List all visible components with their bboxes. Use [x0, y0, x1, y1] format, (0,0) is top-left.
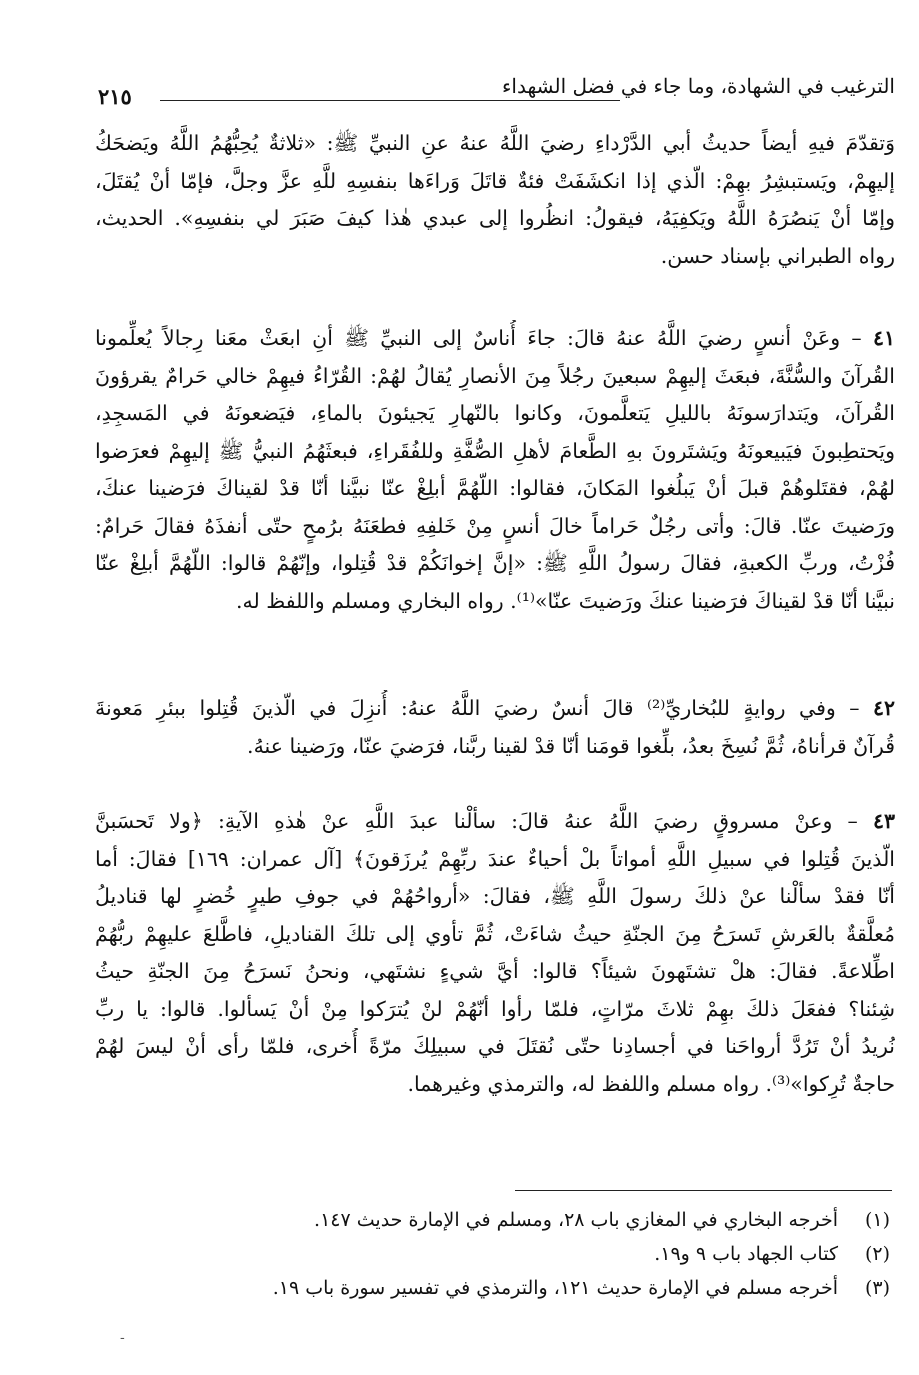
page-number: ٢١٥ [98, 84, 132, 109]
running-title: الترغيب في الشهادة، وما جاء في فضل الشهداء [501, 74, 895, 98]
paragraph-41 [95, 320, 895, 638]
hadith-number: ٤٣ [872, 809, 895, 833]
text-line: لهُمْ، فقتَلوهُمْ قبلَ أنْ يَبلُغوا المَكانَ، فقالوا: اللّهُمَّ أبلِغْ عنّا نبيَّنا أنّا قدْ لقيناكَ فرَضينا عنكَ، [95, 476, 895, 500]
footnote-text: كتاب الجهاد باب ٩ و١٩. [654, 1243, 838, 1265]
text-line-content: – وعَنْ أنسٍ رضيَ اللَّهُ عنهُ قالَ: جاءَ أُناسٌ إلى النبيِّ ﷺ أنِ ابعَثْ معَنا رِجالاً يُعلِّمونا [95, 326, 862, 350]
text-line: أنّا فقدْ سألْنا عنْ ذلكَ رسولَ اللَّهِ ﷺ، فقالَ: «أرواحُهُمْ في جوفِ طيرٍ خُضرٍ لها قناديلُ [95, 884, 895, 908]
hadith-number: ٤٢ [872, 696, 895, 720]
paragraph [95, 320, 895, 620]
text-line: إليهِمْ، ويَستبشِرُ بهِمْ: الّذي إذا انكشَفَتْ فئةٌ قاتَلَ وَراءَها بنفسِهِ للَّهِ عزَّ وجلَّ، فإمّا أنْ يُقتَلَ، [95, 168, 895, 193]
text-line: رواه الطبراني بإسناد حسن. [660, 243, 895, 268]
footnote-mark: (١) [864, 1209, 890, 1231]
paragraph-42 [95, 690, 895, 783]
text-line: وإمّا أنْ يَنصُرَهُ اللَّهُ ويَكفِيَهُ، فيقولُ: انظُروا إلى عبدي هٰذا كيفَ صَبَرَ لي بنفسِهِ». الحديث، [95, 206, 895, 230]
text-line-content: – وفي روايةٍ للبُخاريِّ⁽²⁾ قالَ أنسٌ رضيَ اللَّهُ عنهُ: أُنزِلَ في الّذينَ قُتِلوا ببئرِ مَعونةَ [95, 696, 860, 720]
text-line [95, 320, 895, 358]
paragraph-43 [95, 803, 895, 1121]
page-header [90, 70, 895, 110]
text-line: ورَضيتَ عنّا. قالَ: وأتى رجُلٌ حَراماً خالَ أنسٍ مِنْ خَلفِهِ فطعَنَهُ برُمحٍ حتّى أنفذَهُ فقالَ حَرامٌ: [95, 513, 895, 538]
stray-mark: - [120, 1330, 125, 1346]
text-line: مُعلَّقةٌ بالعَرشِ تَسرَحُ مِنَ الجنّةِ حيثُ شاءَتْ، ثُمَّ تأوي إلى تلكَ القناديلِ، فاطَّلعَ عليهِمْ ربُّهُمْ [95, 921, 895, 946]
hadith-number: ٤١ [872, 326, 895, 350]
paragraph-intro [95, 125, 895, 293]
paragraph [95, 690, 895, 765]
text-line: الّذينَ قُتِلوا في سبيلِ اللَّهِ أمواتاً بلْ أحياءٌ عندَ ربِّهِمْ يُرزَقونَ﴾ [آل عمران: ١٦٩] فقالَ: أما [95, 846, 895, 871]
paragraph [95, 803, 895, 1103]
text-line: حاجةٌ تُرِكوا»⁽³⁾. رواه مسلم واللفظ له، والترمذي وغيرهما. [407, 1071, 895, 1096]
text-line: نبيَّنا أنّا قدْ لقيناكَ فرَضينا عنكَ ورَضيتَ عنّا»⁽¹⁾. رواه البخاري ومسلم واللفظ له. [235, 588, 895, 613]
text-line-content: – وعنْ مسروقٍ رضيَ اللَّهُ عنهُ قالَ: سألْنا عبدَ اللَّهِ عنْ هٰذهِ الآيةِ: ﴿ولا تَحسَبنَّ [95, 809, 858, 833]
text-line: قُرآنٌ قرأناهُ، ثُمَّ نُسِخَ بعدُ، بلِّغوا قومَنا أنّا قدْ لقينا ربَّنا، فرَضيَ عنّا، ورَضينا عنهُ. [247, 733, 895, 758]
text-line: شِئنا؟ ففعَلَ ذلكَ بهِمْ ثلاثَ مرّاتٍ، فلمّا رأوا أنّهُمْ لنْ يُترَكوا مِنْ أنْ يَسألوا. قالوا: يا ربِّ [95, 996, 895, 1021]
paragraph [95, 125, 895, 275]
footnotes [200, 1203, 890, 1305]
header-rule [160, 100, 620, 101]
footnote-mark: (٢) [864, 1243, 890, 1265]
text-line: ويَحتطِبونَ فيَبيعونَهُ ويَشتَرونَ بهِ الطَّعامَ لأهلِ الصُّفَّةِ وللفُقَراءِ، فبعثَهُمُ النبيُّ ﷺ إليهِمْ فعرَضوا [95, 438, 895, 463]
footnote-text: أخرجه البخاري في المغازي باب ٢٨، ومسلم في الإمارة حديث ١٤٧. [314, 1209, 838, 1231]
text-line: نُريدُ أنْ تَرُدَّ أرواحَنا في أجسادِنا حتّى نُقتَلَ في سبيلِكَ مرّةً أُخرى، فلمّا رأى أنْ ليسَ لهُمْ [95, 1034, 895, 1058]
text-line [95, 690, 895, 728]
text-line: القُرآنَ والسُّنَّةَ، فبعَثَ إليهِمْ سبعينَ رجُلاً مِنَ الأنصارِ يُقالُ لهُمْ: القُرّاءُ فيهِمْ خالي حَرامٌ يقرؤونَ [95, 363, 895, 388]
text-line: فُزْتُ، وربِّ الكعبةِ، فقالَ رسولُ اللَّهِ ﷺ: «إنَّ إخوانَكُمْ قدْ قُتِلوا، وإنّهُمْ قالوا: اللّهُمَّ أبلِغْ عنّا [95, 551, 895, 575]
footnote [200, 1203, 890, 1237]
footnote [200, 1237, 890, 1271]
footnote-text: أخرجه مسلم في الإمارة حديث ١٢١، والترمذي في تفسير سورة باب ١٩. [272, 1277, 838, 1299]
text-line [95, 803, 895, 841]
text-line: اطِّلاعةً. فقالَ: هلْ تشتَهونَ شيئاً؟ قالوا: أيَّ شيءٍ نشتَهي، ونحنُ نَسرَحُ مِنَ الجنّةِ حيثُ [95, 959, 895, 983]
text-line: وَتقدّمَ فيهِ أيضاً حديثُ أبي الدَّرْداءِ رضيَ اللَّهُ عنهُ عنِ النبيِّ ﷺ: «ثلاثةٌ يُحِبُّهُمُ اللَّهُ ويَضحَكُ [95, 131, 895, 155]
footnote-mark: (٣) [864, 1277, 890, 1299]
text-line: القُرآنَ، ويَتدارَسونَهُ بالليلِ يَتعلَّمونَ، وكانوا بالنّهارِ يَجيئونَ بالماءِ، فيَضعونَهُ في المَسجِدِ، [95, 401, 895, 425]
footnote [200, 1271, 890, 1305]
footnote-rule [515, 1190, 892, 1191]
